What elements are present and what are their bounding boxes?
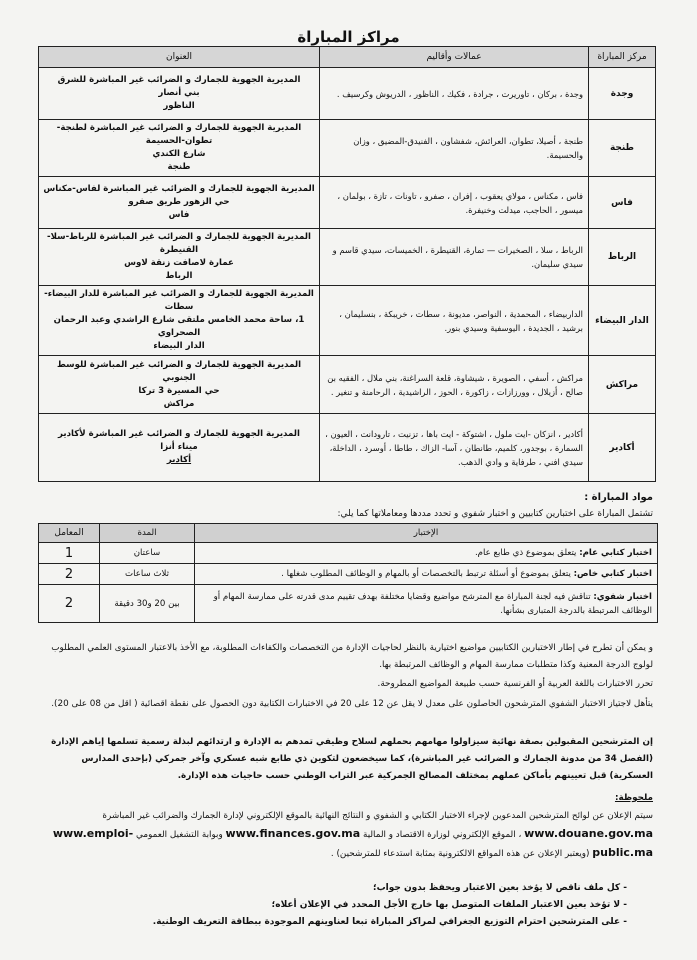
address-line: حي المسيرة 3 تركا [138, 385, 220, 396]
list-item: - على المترشحين احترام التوزيع الجغرافي لمراكز المباراة تبعا لعناوينهم الموجودة ببطاقة التعريف الوطنية. [60, 914, 627, 931]
test-duration: ثلاث ساعات [100, 564, 195, 585]
address-cell [39, 177, 320, 229]
address-line: المديرية الجهوية للجمارك و الضرائب غير المباشرة للرباط-سلا-القنيطرة [47, 232, 311, 255]
table-row [39, 564, 658, 585]
center-name: وجدة [589, 68, 656, 120]
subjects-table [38, 523, 658, 623]
provinces-cell: أكادير ، انزكان -ايت ملول ، اشتوكة - ايت باها ، تزنيت ، تارودانت ، العيون ، السمارة ، بوجدور، كلميم، طانطان ، آسا- الزاك ، طاطا ، أوسرد ، الداخلة، سيدي افني ، طرفاية و وادي الذهب. [320, 414, 589, 482]
test-label: اختبار كتابي عام: [579, 548, 652, 558]
address-line: فاس [168, 210, 190, 220]
test-duration: بين 20 و30 دقيقة [100, 585, 195, 623]
table-row [39, 120, 656, 177]
test-text: يتعلق بموضوع أو أسئلة ترتبط بالتخصصات أو بالمهام و الوظائف المطلوب شغلها . [281, 569, 571, 579]
address-cell [39, 286, 320, 356]
test-coefficient: 2 [39, 585, 100, 623]
address-line: شارع الكندي [152, 149, 206, 159]
test-text: يتعلق بموضوع ذي طابع عام. [474, 548, 577, 558]
test-description [195, 564, 658, 585]
center-name: أكادير [589, 414, 656, 482]
provinces-cell: الرباط ، سلا ، الصخيرات — تمارة، القنيطرة ، الخميسات، سيدي قاسم و سيدي سليمان. [320, 229, 589, 286]
address-line: ميناء أنزا [160, 442, 198, 452]
address-line: المديرية الجهوية للجمارك و الضرائب غير المباشرة للدار البيضاء-سطات [44, 289, 314, 312]
address-cell [39, 68, 320, 120]
requirements-list [60, 880, 627, 931]
address-line: بني أنصار [158, 88, 200, 98]
test-duration: ساعتان [100, 543, 195, 564]
test-description [195, 543, 658, 564]
address-line: المديرية الجهوية للجمارك و الضرائب غير المباشرة لأكادير [58, 429, 300, 439]
address-line: الرباط [165, 271, 193, 281]
test-label: اختبار كتابي خاص: [573, 569, 652, 579]
note-text: سيتم الإعلان عن لوائح المترشحين المدعوين لإجراء الاختبار الكتابي و الشفوي و النتائج النهائية بالموقع الإلكتروني لإدارة الجمارك والضرائب غير المباشرة [102, 811, 653, 821]
test-coefficient: 1 [39, 543, 100, 564]
address-line: مراكش [163, 398, 195, 409]
provinces-cell: مراكش ، أسفي ، الصويرة ، شيشاوة، قلعة السراغنة، بني ملال ، الفقيه بن صالح ، أزيلال ، وورزازات ، زاكورة ، الحوز ، الراشيدية ، الرحامنة و تنغير . [320, 356, 589, 414]
center-name: الرباط [589, 229, 656, 286]
address-cell [39, 356, 320, 414]
address-line: المديرية الجهوية للجمارك و الضرائب غير المباشرة لفاس-مكناس [43, 184, 315, 194]
link-emploi-public[interactable]: www.emploi-public.ma [52, 827, 653, 859]
header-center: مركز المباراة [589, 47, 656, 68]
address-line: 1، ساحة محمد الخامس ملتقى شارع الراشدي وعبد الرحمان الصحراوي [53, 315, 305, 338]
note-paragraph: إن المترشحين المقبولين بصفة نهائية سيزاولوا مهامهم بحملهم لسلاح وظيفي تمدهم به الإدارة و ارتدائهم لبذلة رسمية تسلمها إياهم الإدارة (الفصل 34 من مدونة الجمارك و الضرائب غير المباشرة)، كما سيخضعون لتكوين ذي طابع شبه عسكري وآخر جمركي (بإحدى المدارس العسكرية) قبل تعيينهم بأماكن عملهم بمختلف المصالح الجمركية عبر التراب الوطني حسب حاجيات هذه الإدارة. [51, 737, 653, 781]
remark-title: ملحوظة: [614, 793, 653, 803]
list-item: - كل ملف ناقص لا يؤخذ بعين الاعتبار ويحفظ بدون جواب؛ [60, 880, 627, 897]
address-line: عمارة لاصافت زنقة لاوس [124, 258, 234, 268]
table-row [39, 543, 658, 564]
link-finances[interactable]: www.finances.gov.ma [225, 827, 361, 840]
link-douane[interactable]: www.douane.gov.ma [524, 827, 653, 840]
address-cell [39, 414, 320, 482]
note-paragraph [38, 808, 653, 863]
test-text: تناقش فيه لجنة المباراة مع المترشح مواضيع وقضايا مختلفة بهدف تقييم مدى قدرته على ممارسة المهام أو الوظائف المرتبطة بالدرجة المتبارى بشأنها. [213, 591, 652, 616]
list-item: - لا تؤخذ بعين الاعتبار الملفات المتوصل بها خارج الأجل المحدد في الإعلان أعلاه؛ [60, 897, 627, 914]
table-row [39, 177, 656, 229]
header-test: الإختبار [195, 524, 658, 543]
provinces-cell: وجدة ، بركان ، تاوريرت ، جرادة ، فكيك ، الناظور ، الدريوش وكرسيف . [320, 68, 589, 120]
provinces-cell: فاس ، مكناس ، مولاي يعقوب ، إفران ، صفرو ، تاونات ، تازة ، بولمان ، ميسور ، الحاجب، ميدلت وخنيفرة. [320, 177, 589, 229]
note-text: ، الموقع الإلكتروني لوزارة الاقتصاد و المالية [363, 830, 522, 840]
page-title: مراكز المباراة [297, 28, 400, 46]
note-paragraph: تحرر الاختبارات باللغة العربية أو الفرنسية حسب طبيعة المواضيع المطروحة. [377, 679, 653, 689]
center-name: فاس [589, 177, 656, 229]
address-line: حي الزهور طريق صفرو [128, 197, 230, 207]
header-coefficient: المعامل [39, 524, 100, 543]
header-provinces: عمالات وأقاليم [320, 47, 589, 68]
table-row [39, 356, 656, 414]
table-row [39, 229, 656, 286]
test-description [195, 585, 658, 623]
note-text: (ويعتبر الإعلان عن هذه المواقع الالكترونية بمثابة استدعاء للمترشحين) . [330, 849, 590, 859]
address-line: أكادير [166, 455, 192, 465]
address-line: المديرية الجهوية للجمارك و الضرائب غير المباشرة للوسط الجنوبي [56, 359, 302, 383]
note-text: وبوابة التشغيل العمومي [136, 830, 223, 840]
header-duration: المدة [100, 524, 195, 543]
note-paragraph: و يمكن أن تطرح في إطار الاختبارين الكتابيين مواضيع اختيارية بالنظر لحاجيات الإدارة من التخصصات والكفاءات المطلوبة، مع الأخذ بالاعتبار المستوى العلمي المطلوب لولوج الدرجة المعنية وكذا متطلبات ممارسة المهام و الوظائف المرتبطة بها. [51, 643, 653, 670]
subjects-section-title: مواد المباراة : [584, 492, 653, 503]
address-line: المديرية الجهوية للجمارك و الضرائب غير المباشرة للشرق [57, 75, 301, 85]
table-row [39, 414, 656, 482]
address-line: المديرية الجهوية للجمارك و الضرائب غير المباشرة لطنجة-تطوان-الحسيمة [56, 123, 302, 146]
address-line: طنجة [167, 162, 191, 172]
center-name: الدار البيضاء [589, 286, 656, 356]
address-line: الناظور [163, 101, 195, 111]
provinces-cell: طنجة ، أصيلا، تطوان، العرائش، شفشاون ، الفنيدق-المضيق ، وزان والحسيمة. [320, 120, 589, 177]
note-paragraph: يتأهل لاجتياز الاختبار الشفوي المترشحون الحاصلون على معدل لا يقل عن 12 على 20 في الاختبارات الكتابية دون الحصول على نقطة اقصائية ( اقل من 08 على 20). [51, 699, 653, 709]
table-row [39, 585, 658, 623]
header-address: العنوان [39, 47, 320, 68]
test-coefficient: 2 [39, 564, 100, 585]
subjects-intro: تشتمل المباراة على اختبارين كتابيين و اختبار شفوي و تحدد مددها ومعاملاتها كما يلي: [337, 509, 653, 519]
address-cell [39, 120, 320, 177]
provinces-cell: الداربيضاء ، المحمدية ، النواصر، مديونة ، سطات ، خريبكة ، بنسليمان ، برشيد ، الجديدة ، اليوسفية وسيدي بنور. [320, 286, 589, 356]
center-name: مراكش [589, 356, 656, 414]
table-row [39, 68, 656, 120]
address-line: الدار البيضاء [153, 341, 205, 351]
table-row [39, 286, 656, 356]
test-label: اختبار شفوي: [593, 591, 652, 602]
center-name: طنجة [589, 120, 656, 177]
centers-table [38, 46, 656, 482]
address-cell [39, 229, 320, 286]
